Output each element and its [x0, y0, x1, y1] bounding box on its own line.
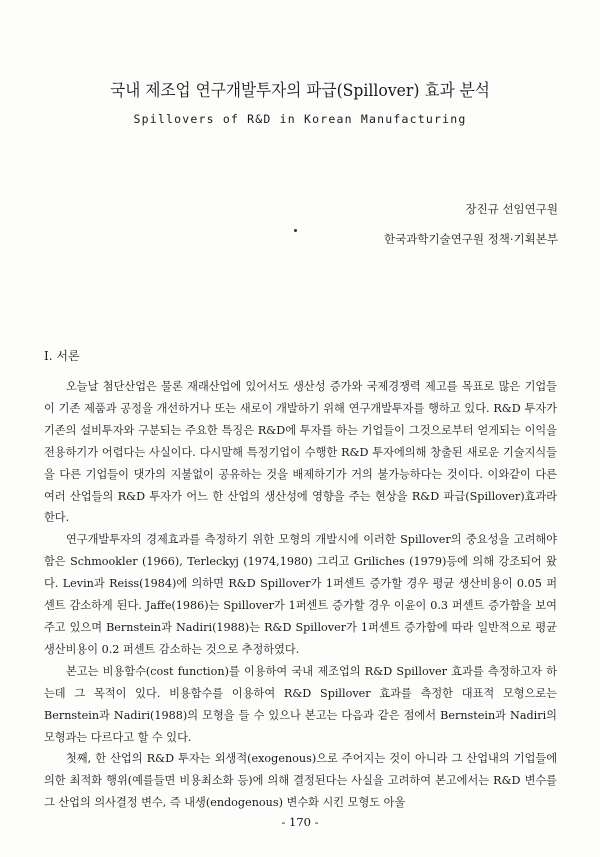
scan-speck — [294, 229, 297, 232]
paragraph-1: 오늘날 첨단산업은 물론 재래산업에 있어서도 생산성 증가와 국제경쟁력 제고를 목표로 많은 기업들이 기존 제품과 공정을 개선하거나 또는 새로이 개발하기 위해 연구개발투자를 행하고 있다. R&D 투자가 기존의 설비투자와 구분되는 주요한 특징은 R&D에 투자를 하는 기업들이 그것으로부터 얻게되는 이익을 전용하기가 어렵다는 사실이다. 다시말해 특정기업이 수행한 R&D 투자에의해 창출된 새로운 기술지식들을 다른 기업들이 댓가의 지불없이 공유하는 것을 배제하기가 거의 불가능하다는 것이다. 이와같이 다른 여러 산업들의 R&D 투자가 어느 한 산업의 생산성에 영향을 주는 현상을 R&D 파급(Spillover)효과라 한다. — [44, 380, 557, 525]
section-heading: Ⅰ. 서론 — [44, 349, 80, 363]
author-name: 장진규 선임연구원 — [465, 202, 558, 216]
author-affiliation: 한국과학기술연구원 정책·기획본부 — [384, 232, 558, 246]
paragraph-2: 연구개발투자의 경제효과를 측정하기 위한 모형의 개발시에 이러한 Spillover의 중요성을 고려해야함은 Schmookler (1966), Terleckyj (1974,1980) 그리고 Griliches (1979)등에 의해 강조되어 왔다. Levin과 Reiss(1984)에 의하면 R&D Spillover가 1퍼센트 증가할 경우 평균 생산비용이 0.05 퍼센트 감소하게 된다. Jaffe(1986)는 Spillover가 1퍼센트 증가할 경우 이윤이 0.3 퍼센트 증가함을 보여주고 있으며 Bernstein과 Nadiri(1988)는 R&D Spillover가 1퍼센트 증가함에 따라 일반적으로 평균 생산비용이 0.2 퍼센트 감소하는 것으로 추정하였다. — [44, 533, 557, 656]
page-number: - 170 - — [281, 815, 319, 829]
paper-title: 국내 제조업 연구개발투자의 파급(Spillover) 효과 분석 — [110, 81, 490, 101]
paragraph-3: 본고는 비용함수(cost function)를 이용하여 국내 제조업의 R&D Spillover 효과를 측정하고자 하는데 그 목적이 있다. 비용함수를 이용하여 R&D Spillover 효과를 측정한 대표적 모형으로는 Bernstein과 Nadiri(1988)의 모형을 들 수 있으나 본고는 다음과 같은 점에서 Bernstein과 Nadiri의 모형과는 다르다고 할 수 있다. — [44, 664, 557, 744]
paper-subtitle-english: Spillovers of R&D in Korean Manufacturing — [133, 112, 467, 126]
paragraph-4: 첫째, 한 산업의 R&D 투자는 외생적(exogenous)으로 주어지는 것이 아니라 그 산업내의 기업들에 의한 최적화 행위(예를들면 비용최소화 등)에 의해 결정된다는 사실을 고려하여 본고에서는 R&D 변수를 그 산업의 의사결정 변수, 즉 내생(endogenous) 변수화 시킨 모형도 아울 — [44, 752, 557, 810]
body-text — [44, 376, 557, 814]
